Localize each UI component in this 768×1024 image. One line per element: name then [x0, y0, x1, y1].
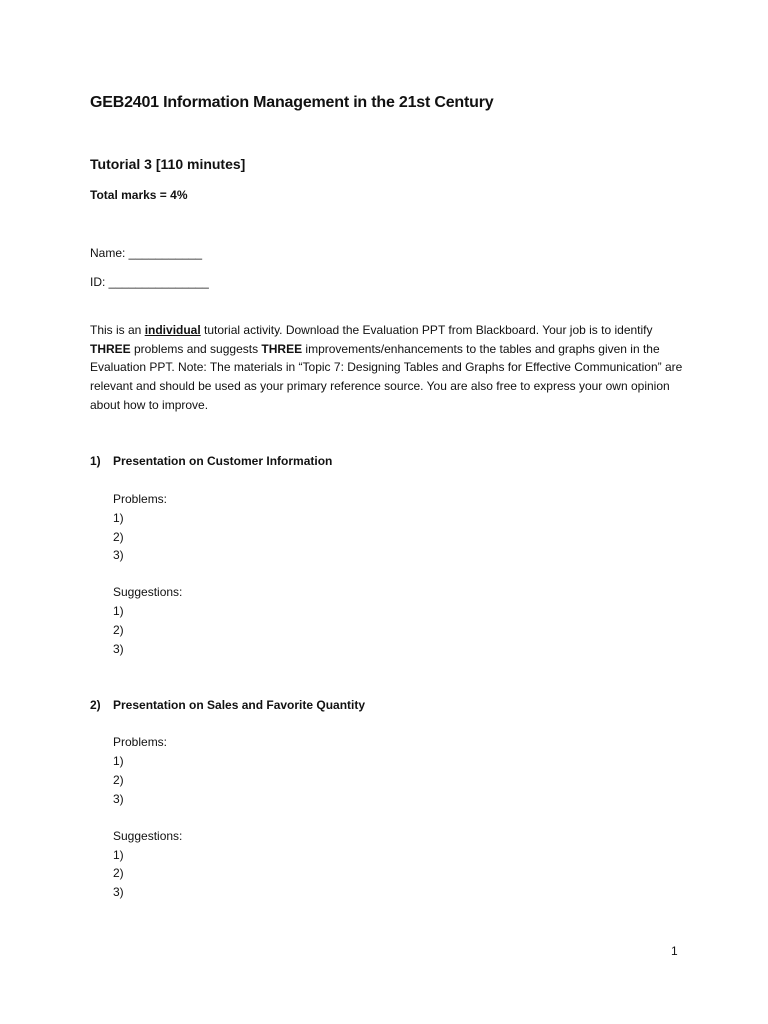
problems-label: Problems: — [113, 735, 168, 749]
suggestion-item: 1) — [113, 848, 124, 862]
document-title: GEB2401 Information Management in the 21st Century — [90, 94, 494, 111]
suggestion-item: 3) — [113, 885, 124, 899]
id-field: ID: _______________ — [90, 275, 209, 289]
intro-three: THREE — [261, 341, 303, 356]
total-marks: Total marks = 4% — [90, 188, 188, 202]
suggestions-label: Suggestions: — [113, 829, 183, 843]
question-number: 1) — [90, 454, 101, 468]
instructions-paragraph — [90, 321, 690, 415]
intro-three: THREE — [90, 341, 131, 356]
question-number: 2) — [90, 698, 101, 712]
problem-item: 2) — [113, 773, 124, 787]
suggestion-item: 3) — [113, 642, 124, 656]
problem-item: 3) — [113, 548, 124, 562]
question-title: Presentation on Sales and Favorite Quantity — [113, 698, 366, 712]
page-number: 1 — [671, 944, 678, 958]
suggestions-label: Suggestions: — [113, 585, 183, 599]
question-title: Presentation on Customer Information — [113, 454, 333, 468]
problem-item: 2) — [113, 530, 124, 544]
suggestion-item: 2) — [113, 866, 124, 880]
problem-item: 1) — [113, 754, 124, 768]
intro-text: improvements/enhancements to the tables and graphs given in the Evaluation PPT. Note: The materials in “Topic 7: Designing Tables and Graphs for Effective Communication” are relevant and should be used as your primary reference source. You are also free to express your own opinion about how to improve. — [90, 341, 683, 412]
question-heading — [90, 454, 332, 468]
problem-item: 3) — [113, 792, 124, 806]
problems-label: Problems: — [113, 492, 168, 506]
suggestion-item: 2) — [113, 623, 124, 637]
intro-emphasis: individual — [144, 323, 201, 337]
suggestion-item: 1) — [113, 604, 124, 618]
tutorial-subtitle: Tutorial 3 [110 minutes] — [90, 156, 246, 172]
intro-text: problems and suggests — [130, 341, 262, 356]
question-heading — [90, 698, 365, 712]
problem-item: 1) — [113, 511, 124, 525]
intro-text: tutorial activity. Download the Evaluation PPT from Blackboard. Your job is to identify — [200, 323, 653, 337]
name-field: Name: ___________ — [90, 246, 203, 260]
intro-text: This is an — [90, 323, 145, 337]
